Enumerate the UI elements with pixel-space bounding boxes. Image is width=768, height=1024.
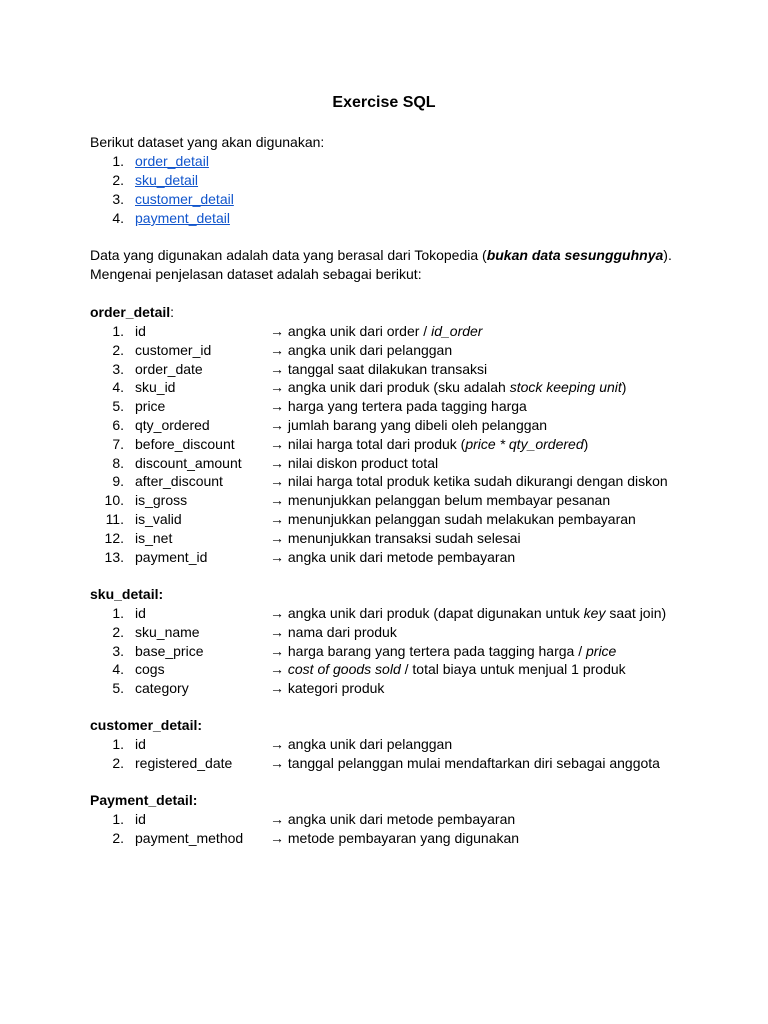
description-text: → nama dari produk	[270, 623, 397, 640]
description-text-end: / total biaya untuk menjual 1 produk	[400, 661, 626, 678]
field-name: id	[135, 811, 146, 827]
list-number: 3.	[112, 360, 124, 377]
field-name: discount_amount	[135, 454, 242, 471]
description-text: →	[270, 661, 288, 678]
description-emphasis: id_order	[431, 323, 483, 339]
field-description	[270, 623, 397, 641]
description-text: → menunjukkan pelanggan sudah melakukan pembayaran	[270, 511, 636, 527]
description-text-end: saat join)	[605, 605, 667, 621]
list-number: 4.	[112, 210, 124, 226]
field-description	[270, 416, 547, 434]
section-heading-customer-detail: customer_detail:	[90, 717, 203, 733]
list-number: 1.	[112, 605, 124, 621]
description-emphasis: price * qty_ordered	[465, 435, 584, 452]
description-emphasis: cost of goods sold	[287, 661, 401, 678]
source-emphasis: bukan data sesungguhnya	[486, 247, 664, 263]
field-name: payment_method	[135, 829, 244, 846]
field-name: id	[135, 605, 146, 621]
page-title: Exercise SQL	[332, 94, 436, 111]
list-number: 1.	[112, 811, 124, 827]
list-number: 1.	[112, 323, 124, 339]
field-description	[270, 341, 452, 359]
list-number: 12.	[104, 529, 124, 546]
description-text: → metode pembayaran yang digunakan	[270, 829, 520, 846]
list-number: 5.	[112, 680, 124, 697]
field-description	[270, 491, 610, 509]
list-number: 4.	[112, 661, 124, 678]
field-name: id	[135, 736, 146, 752]
description-text: → nilai harga total produk ketika sudah dikurangi dengan diskon	[270, 473, 668, 490]
field-description	[270, 642, 616, 660]
field-name: before_discount	[135, 435, 235, 452]
description-text: → nilai diskon product total	[270, 454, 439, 471]
field-description	[270, 810, 515, 828]
source-paragraph-line1	[90, 246, 672, 264]
field-description	[270, 435, 588, 453]
field-description	[270, 472, 668, 490]
field-description	[270, 397, 527, 415]
description-emphasis: key	[583, 605, 606, 621]
description-text: → tanggal pelanggan mulai mendaftarkan diri sebagai anggota	[270, 754, 660, 771]
description-text: → kategori produk	[270, 680, 385, 697]
list-number: 3.	[112, 191, 124, 207]
list-number: 1.	[112, 153, 124, 169]
source-text: Data yang digunakan adalah data yang berasal dari Tokopedia (	[90, 247, 487, 263]
description-emphasis: stock keeping unit	[509, 379, 622, 396]
field-name: sku_name	[135, 623, 200, 640]
list-number: 7.	[112, 435, 124, 452]
field-name: price	[135, 398, 166, 415]
field-description	[270, 660, 626, 678]
description-text: → angka unik dari metode pembayaran	[270, 811, 516, 827]
field-description	[270, 360, 487, 378]
field-name: cogs	[135, 661, 165, 678]
list-number: 9.	[112, 473, 124, 490]
field-description	[270, 378, 626, 396]
description-text: → angka unik dari order /	[270, 323, 432, 339]
field-description	[270, 754, 660, 772]
source-paragraph-line2: Mengenai penjelasan dataset adalah sebagai berikut:	[90, 266, 422, 282]
section-heading-sku-detail: sku_detail:	[90, 586, 164, 602]
description-text: → nilai harga total dari produk (	[270, 435, 466, 452]
list-number: 8.	[112, 454, 124, 471]
field-name: qty_ordered	[135, 417, 210, 433]
field-description	[270, 604, 666, 622]
list-number: 3.	[112, 642, 124, 659]
list-number: 2.	[112, 829, 124, 846]
field-name: payment_id	[135, 548, 208, 565]
field-description	[270, 679, 384, 697]
intro-text: Berikut dataset yang akan digunakan:	[90, 134, 325, 150]
list-number: 13.	[104, 548, 124, 565]
link-sku-detail[interactable]: sku_detail	[135, 172, 199, 188]
link-customer-detail[interactable]: customer_detail	[135, 191, 234, 207]
field-name: registered_date	[135, 754, 233, 771]
description-text: → menunjukkan transaksi sudah selesai	[270, 529, 521, 546]
list-number: 2.	[112, 172, 124, 188]
description-text: → tanggal saat dilakukan transaksi	[270, 360, 488, 377]
field-description	[270, 829, 519, 847]
field-name: id	[135, 323, 146, 339]
description-text: → harga barang yang tertera pada tagging harga /	[270, 642, 586, 659]
heading-colon: :	[170, 304, 175, 320]
list-number: 1.	[112, 736, 124, 752]
field-name: base_price	[135, 642, 204, 659]
description-text: → jumlah barang yang dibeli oleh pelanggan	[270, 417, 548, 433]
description-text: → angka unik dari pelanggan	[270, 736, 453, 752]
link-order-detail[interactable]: order_detail	[135, 153, 209, 169]
description-text: → angka unik dari produk (sku adalah	[270, 379, 510, 396]
description-text: → angka unik dari produk (dapat digunakan untuk	[270, 605, 584, 621]
description-text: → menunjukkan pelanggan belum membayar pesanan	[270, 492, 611, 509]
list-number: 2.	[112, 754, 124, 771]
field-description	[270, 548, 515, 566]
field-name: order_date	[135, 360, 203, 377]
field-name: is_gross	[135, 492, 188, 509]
list-number: 6.	[112, 417, 124, 433]
field-name: after_discount	[135, 473, 223, 490]
field-description	[270, 735, 452, 753]
field-name: customer_id	[135, 341, 212, 358]
list-number: 11.	[105, 511, 124, 527]
description-text: → harga yang tertera pada tagging harga	[270, 398, 527, 415]
list-number: 2.	[112, 341, 124, 358]
section-heading-payment-detail: Payment_detail:	[90, 792, 198, 808]
heading-text: order_detail	[90, 304, 171, 320]
field-description	[270, 510, 636, 528]
section-heading-order-detail	[90, 303, 174, 321]
field-description	[270, 322, 482, 340]
field-name: is_net	[135, 529, 173, 546]
list-number: 5.	[112, 398, 124, 415]
list-number: 4.	[112, 379, 124, 396]
description-text: → angka unik dari metode pembayaran	[270, 548, 516, 565]
description-text-end: )	[621, 379, 627, 396]
description-text: → angka unik dari pelanggan	[270, 341, 453, 358]
field-name: is_valid	[135, 511, 182, 527]
field-description	[270, 529, 521, 547]
source-text-end: ).	[663, 247, 672, 263]
list-number: 10.	[104, 492, 124, 509]
field-name: sku_id	[135, 379, 176, 396]
list-number: 2.	[112, 623, 124, 640]
description-emphasis: price	[586, 642, 617, 659]
description-text-end: )	[583, 435, 589, 452]
field-name: category	[135, 680, 189, 697]
field-description	[270, 454, 438, 472]
link-payment-detail[interactable]: payment_detail	[135, 210, 230, 226]
